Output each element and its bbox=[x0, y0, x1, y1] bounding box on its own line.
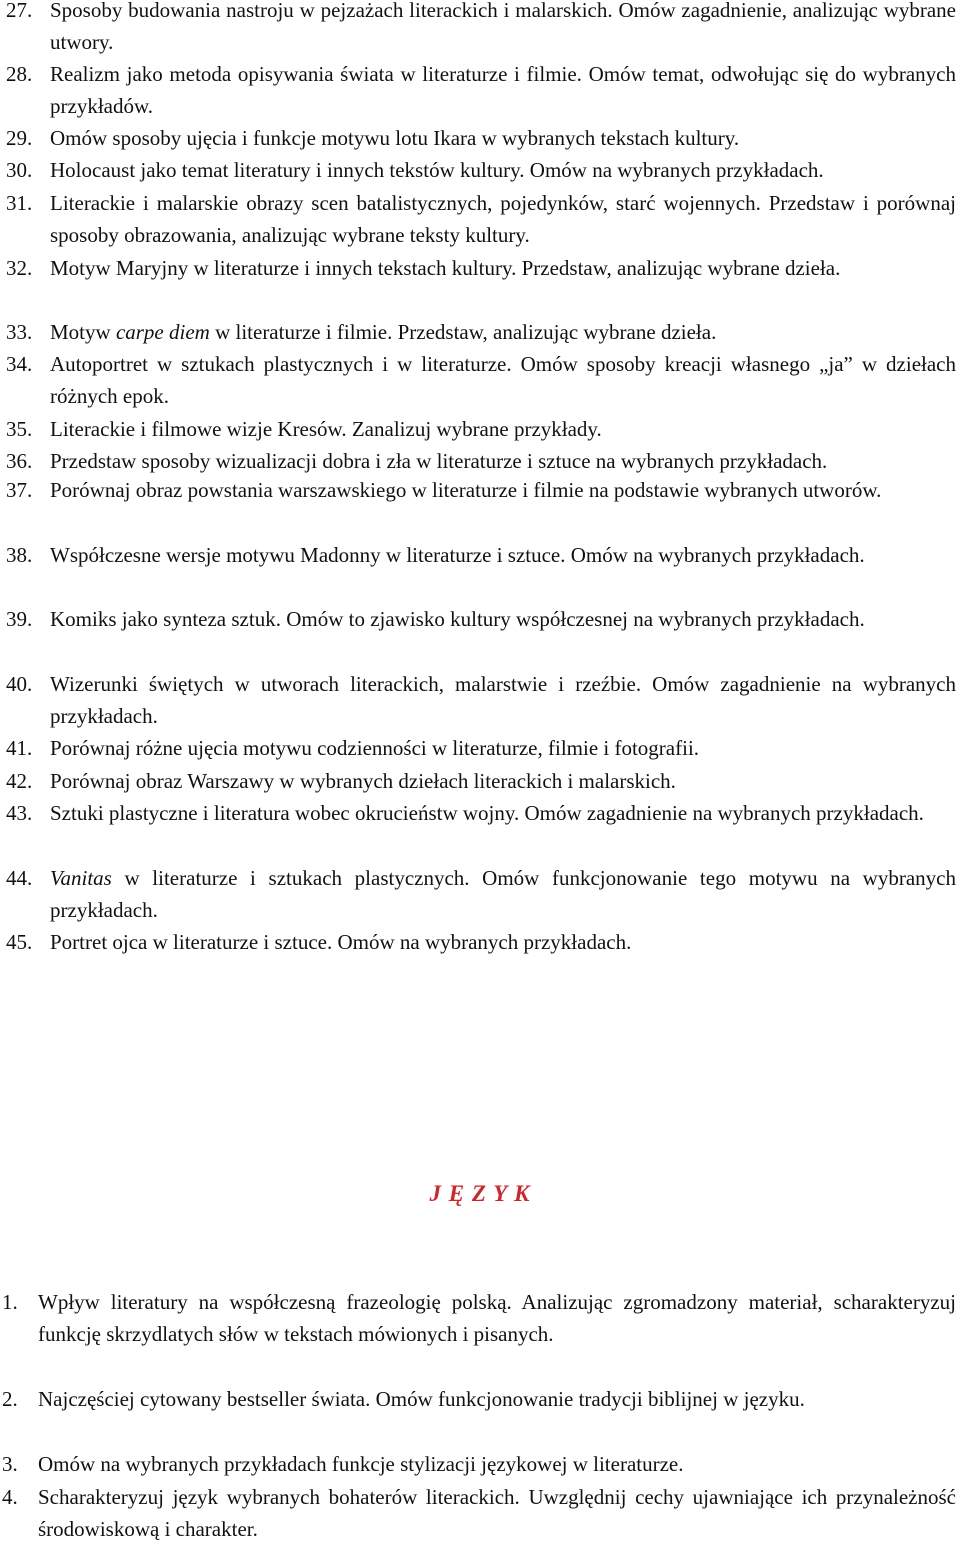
item-number: 27. bbox=[6, 0, 33, 22]
item-number: 30. bbox=[6, 158, 33, 182]
item-text: Wpływ literatury na współczesną frazeologię polską. Analizując zgromadzony materiał, scharakteryzuj funkcję skrzydlatych słów w tekstach mówionych i pisanych. bbox=[38, 1290, 956, 1346]
item-number: 43. bbox=[6, 801, 33, 825]
item-number: 33. bbox=[6, 320, 33, 344]
item-number: 4. bbox=[2, 1485, 18, 1509]
item-number: 3. bbox=[2, 1452, 18, 1476]
item-text: Sztuki plastyczne i literatura wobec okrucieństw wojny. Omów zagadnienie na wybranych przykładach. bbox=[50, 801, 924, 825]
item-text-italic: Vanitas bbox=[50, 866, 112, 890]
item-number: 45. bbox=[6, 930, 33, 954]
item-text: Omów sposoby ujęcia i funkcje motywu lotu Ikara w wybranych tekstach kultury. bbox=[50, 126, 740, 150]
item-text: Portret ojca w literaturze i sztuce. Omów na wybranych przykładach. bbox=[50, 930, 632, 954]
item-text: Najczęściej cytowany bestseller świata. Omów funkcjonowanie tradycji biblijnej w języku. bbox=[38, 1387, 805, 1411]
item-text: Porównaj różne ujęcia motywu codzienności w literaturze, filmie i fotografii. bbox=[50, 736, 700, 760]
item-number: 34. bbox=[6, 352, 33, 376]
item-text-part: Motyw bbox=[50, 320, 116, 344]
item-number: 36. bbox=[6, 449, 33, 473]
item-text: Porównaj obraz Warszawy w wybranych dziełach literackich i malarskich. bbox=[50, 769, 676, 793]
item-text-part: w literaturze i filmie. Przedstaw, analizując wybrane dzieła. bbox=[209, 320, 717, 344]
item-number: 32. bbox=[6, 256, 33, 280]
item-number: 31. bbox=[6, 191, 33, 215]
item-text: Motyw Maryjny w literaturze i innych tekstach kultury. Przedstaw, analizując wybrane dzieła. bbox=[50, 256, 841, 280]
item-text: Sposoby budowania nastroju w pejzażach literackich i malarskich. Omów zagadnienie, analizując wybrane utwory. bbox=[50, 0, 956, 54]
item-number: 38. bbox=[6, 543, 33, 567]
item-text: Literackie i malarskie obrazy scen batalistycznych, pojedynków, starć wojennych. Przedstaw i porównaj sposoby obrazowania, analizując wybrane teksty kultury. bbox=[50, 191, 956, 247]
item-text: Przedstaw sposoby wizualizacji dobra i zła w literaturze i sztuce na wybranych przykładach. bbox=[50, 449, 828, 473]
item-text: Autoportret w sztukach plastycznych i w literaturze. Omów sposoby kreacji własnego „ja” w dziełach różnych epok. bbox=[50, 352, 956, 408]
item-text: Współczesne wersje motywu Madonny w literaturze i sztuce. Omów na wybranych przykładach. bbox=[50, 543, 865, 567]
item-number: 35. bbox=[6, 417, 33, 441]
item-text: Realizm jako metoda opisywania świata w literaturze i filmie. Omów temat, odwołując się do wybranych przykładów. bbox=[50, 62, 956, 118]
item-number: 41. bbox=[6, 736, 33, 760]
item-number: 44. bbox=[6, 866, 33, 890]
item-number: 1. bbox=[2, 1290, 18, 1314]
item-number: 29. bbox=[6, 126, 33, 150]
item-text: Porównaj obraz powstania warszawskiego w literaturze i filmie na podstawie wybranych utworów. bbox=[50, 478, 882, 502]
item-text bbox=[50, 316, 956, 348]
item-number: 39. bbox=[6, 607, 33, 631]
item-number: 37. bbox=[6, 478, 33, 502]
item-text: Omów na wybranych przykładach funkcje stylizacji językowej w literaturze. bbox=[38, 1452, 684, 1476]
item-number: 42. bbox=[6, 769, 33, 793]
item-number: 40. bbox=[6, 672, 33, 696]
item-number: 2. bbox=[2, 1387, 18, 1411]
item-text bbox=[50, 862, 956, 926]
item-text: Wizerunki świętych w utworach literackich, malarstwie i rzeźbie. Omów zagadnienie na wybranych przykładach. bbox=[50, 672, 956, 728]
item-text: Holocaust jako temat literatury i innych tekstów kultury. Omów na wybranych przykładach. bbox=[50, 158, 824, 182]
item-text: Scharakteryzuj język wybranych bohaterów literackich. Uwzględnij cechy ujawniające ich przynależność środowiskową i charakter. bbox=[38, 1485, 956, 1541]
item-text: Literackie i filmowe wizje Kresów. Zanalizuj wybrane przykłady. bbox=[50, 417, 602, 441]
item-text-part: w literaturze i sztukach plastycznych. Omów funkcjonowanie tego motywu na wybranych przykładach. bbox=[50, 866, 956, 922]
item-text-italic: carpe diem bbox=[115, 320, 210, 344]
item-text: Komiks jako synteza sztuk. Omów to zjawisko kultury współczesnej na wybranych przykładach. bbox=[50, 607, 865, 631]
item-number: 28. bbox=[6, 62, 33, 86]
section-heading: J Ę Z Y K bbox=[429, 1181, 531, 1206]
